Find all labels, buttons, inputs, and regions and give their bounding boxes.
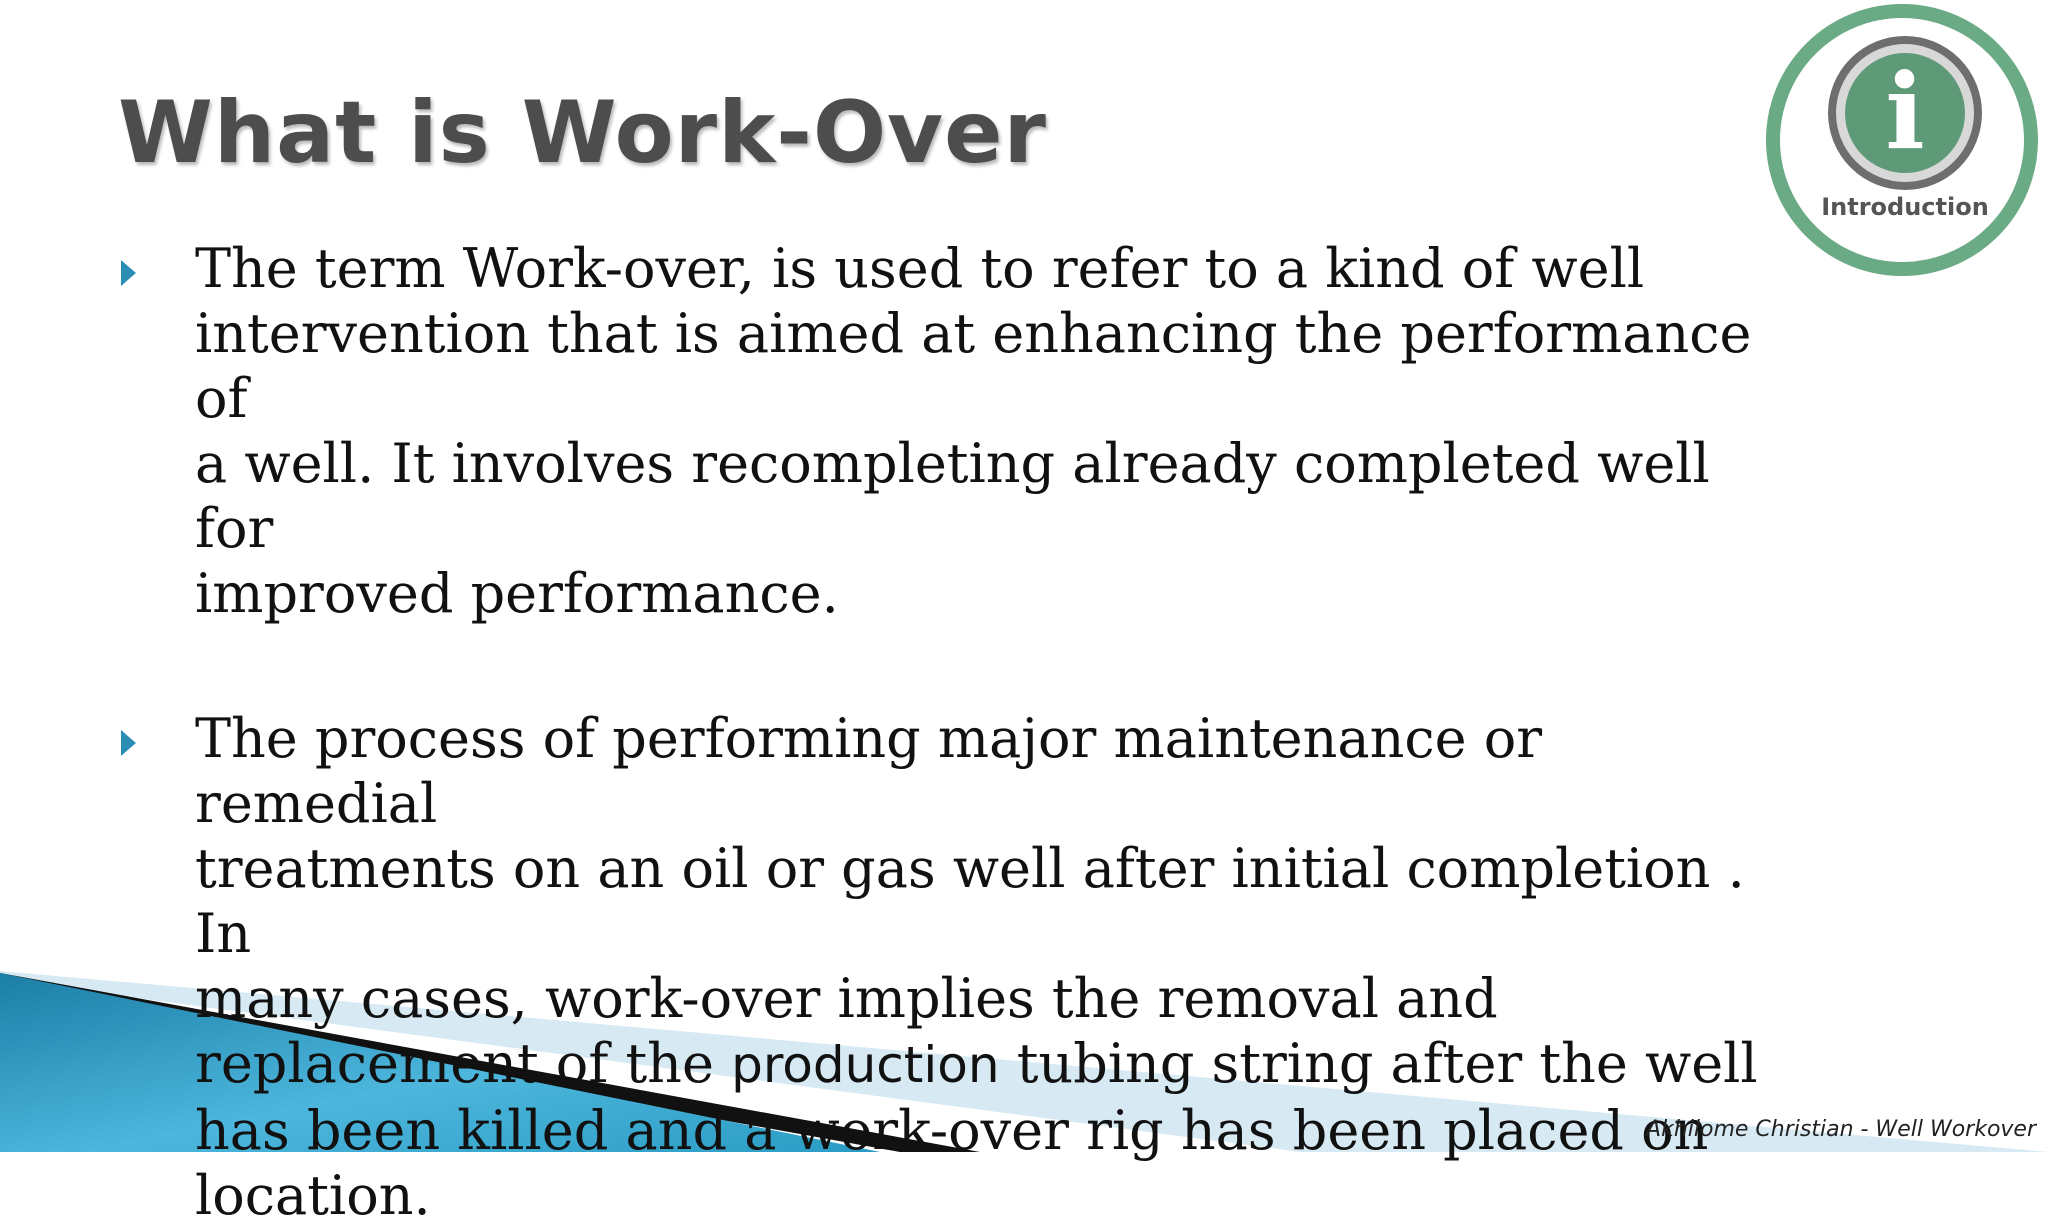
bullet-text: replacement of the [195, 1032, 732, 1095]
bullet-text: tubing string after the well [999, 1032, 1758, 1095]
bullet-line: a well. It involves recompleting already completed well for [195, 432, 1710, 560]
bullet-arrow-icon [121, 730, 136, 756]
bullet-line: intervention that is aimed at enhancing the performance of [195, 302, 1752, 430]
bullet-line [195, 1032, 1758, 1095]
bullet-line: improved performance. [195, 562, 839, 625]
badge-label: Introduction [1821, 193, 1989, 221]
bullet-item [118, 706, 1758, 1228]
bullet-arrow-icon [121, 260, 136, 286]
bullet-list [118, 236, 1758, 1228]
introduction-badge [1764, 2, 2040, 278]
bullet-line: The process of performing major maintenance or remedial [195, 707, 1543, 835]
bullet-line: The term Work-over, is used to refer to a kind of well [195, 237, 1645, 300]
bullet-line: treatments on an oil or gas well after initial completion . In [195, 837, 1745, 965]
bullet-item [118, 236, 1758, 626]
bullet-line: location. [195, 1164, 431, 1227]
emphasized-word: production [731, 1036, 1000, 1094]
slide-title: What is Work-Over [118, 83, 1047, 183]
info-icon-letter: i [1885, 50, 1925, 173]
bullet-line: has been killed and a work-over rig has been placed on [195, 1099, 1709, 1162]
footer-credit: Akhilome Christian - Well Workover [1646, 1117, 2036, 1142]
bullet-line: many cases, work-over implies the removal and [195, 967, 1498, 1030]
